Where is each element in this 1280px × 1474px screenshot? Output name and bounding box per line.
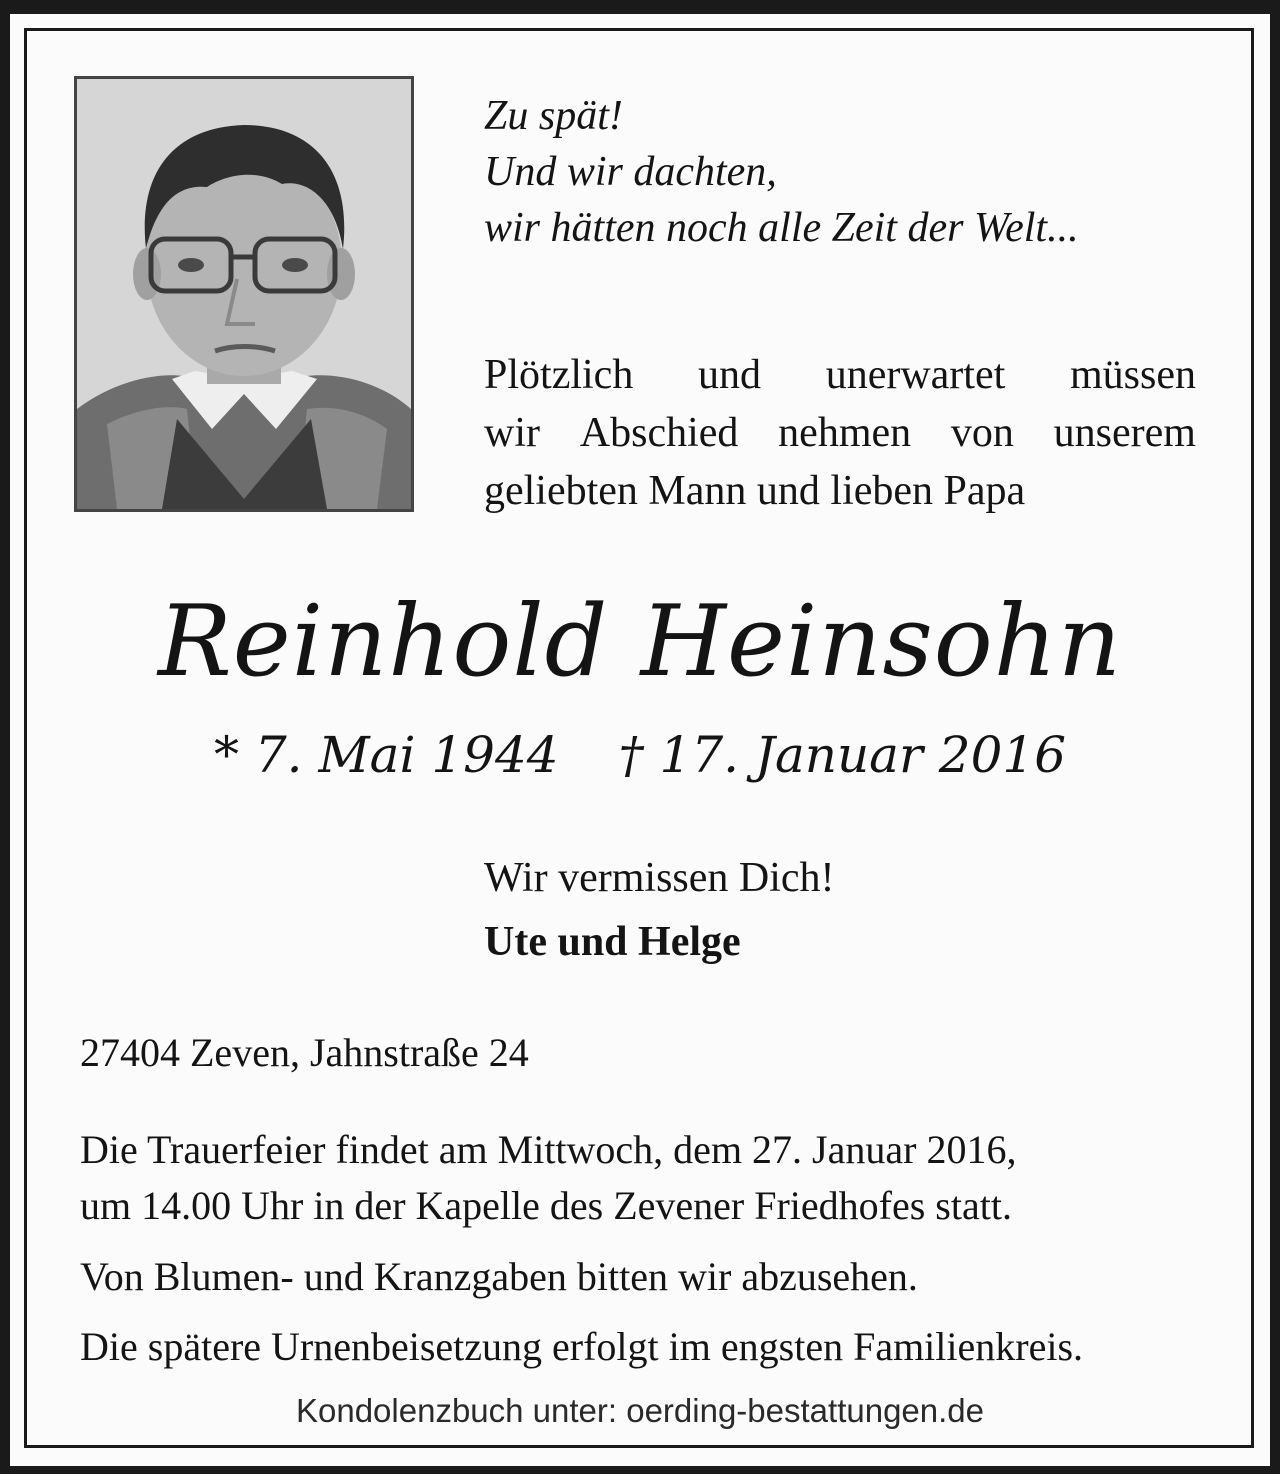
announcement-line: geliebten Mann und lieben Papa — [484, 468, 1026, 514]
poem-verse — [484, 88, 1079, 256]
family-address: 27404 Zeven, Jahnstraße 24 — [80, 1030, 529, 1075]
announcement-word: Abschied — [579, 410, 739, 456]
portrait-image — [77, 79, 411, 509]
announcement-word: wir — [484, 410, 540, 456]
announcement-word: müssen — [1069, 352, 1196, 398]
announcement-word: nehmen — [778, 410, 912, 456]
announcement-word: unserem — [1053, 410, 1196, 456]
announcement-text — [484, 346, 1196, 520]
announcement-word: von — [950, 410, 1014, 456]
funeral-service-info — [80, 1122, 1016, 1234]
flowers-note: Von Blumen- und Kranzgaben bitten wir abzusehen. — [80, 1254, 918, 1299]
mourners-names: Ute und Helge — [484, 919, 741, 965]
poem-line: wir hätten noch alle Zeit der Welt... — [484, 205, 1079, 251]
life-dates — [10, 720, 1270, 790]
announcement-word: unerwartet — [825, 352, 1006, 398]
urn-burial-note: Die spätere Urnenbeisetzung erfolgt im engsten Familienkreis. — [80, 1324, 1084, 1369]
deceased-name: Reinhold Heinsohn — [157, 585, 1123, 699]
poem-line: Und wir dachten, — [484, 149, 777, 195]
announcement-word: und — [698, 352, 762, 398]
death-date: † 17. Januar 2016 — [618, 726, 1067, 784]
obituary-card — [10, 14, 1270, 1466]
birth-date: * 7. Mai 1944 — [213, 726, 559, 784]
announcement-line — [484, 346, 1196, 404]
announcement-word: Plötzlich — [484, 352, 634, 398]
announcement-line — [484, 404, 1196, 462]
service-line: Die Trauerfeier findet am Mittwoch, dem 27. Januar 2016, — [80, 1127, 1017, 1172]
portrait-photo — [74, 76, 414, 512]
service-line: um 14.00 Uhr in der Kapelle des Zevener Friedhofes statt. — [80, 1183, 1012, 1228]
condolence-book-link[interactable]: Kondolenzbuch unter: oerding-bestattungen.de — [295, 1392, 985, 1429]
farewell-line: Wir vermissen Dich! — [484, 855, 835, 901]
poem-line: Zu spät! — [484, 93, 623, 139]
